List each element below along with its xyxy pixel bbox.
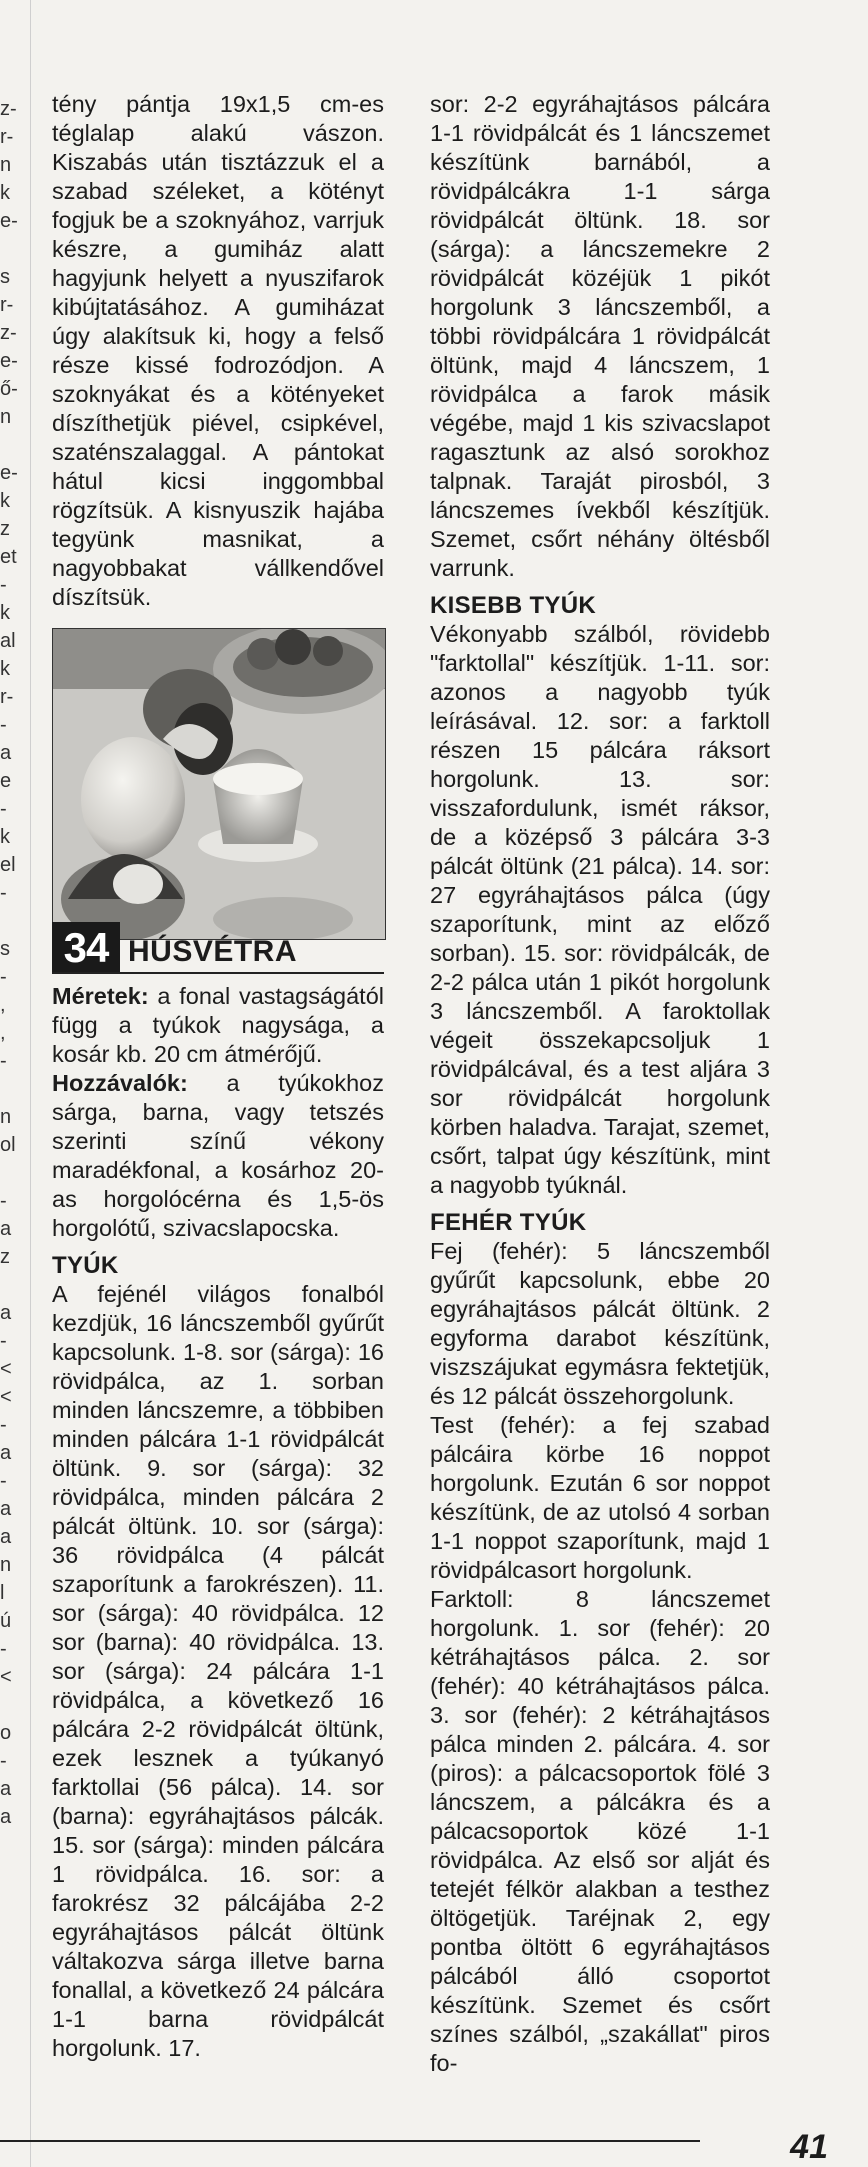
meretek-paragraph (52, 982, 384, 1069)
kisebb-tyuk-text: Vékonyabb szálból, rövidebb "farktollal" készítjük. 1-11. sor: azonos a nagyobb tyúk leírásával. 12. sor: a farktoll részen 15 pálcára ráksort horgolunk. 13. sor: visszafordulunk, ismét ráksor, de a középső 3 pálcára 3-3 pálcát öltünk (21 pálca). 14. sor: 27 egyráhajtásos pálca (úgy szaporítunk, mint az előző sorban). 15. sor: rövidpálcák, de 2-2 pálca után 1 pikót horgolunk 3 láncszemből. A faroktollak végeit összekapcsoljuk 1 rövidpálcával, és a test aljára 3 sor rövidpálcát horgolunk körben haladva. Tarajat, szemet, csőrt, talpat úgy készítünk, mint a nagyobb tyúknál. (430, 621, 770, 1198)
previous-page-margin-fragments: z- r- n k e- s r- z- e- ő- n e- k z et - k al k r- - a e - k el - s - , , - n ol - a z a - < < - a - a a n l ú - < o - a a (0, 98, 18, 1828)
right-column (430, 90, 770, 2078)
project-title: HÚSVÉTRA (128, 935, 298, 968)
test-text: Test (fehér): a fej szabad pálcáira körbe 16 noppot horgolunk. Ezután 6 sor noppot készítünk, de az utolsó 4 sorban 1-1 noppot szaporítunk, majd 1 rövidpálcasort horgolunk. (430, 1412, 770, 1583)
farktoll-text: Farktoll: 8 láncszemet horgolunk. 1. sor (fehér): 20 kétráhajtásos pálca. 2. sor (fehér): 40 kétráhajtásos pálca. 3. sor (fehér): 2 kétráhajtásos pálca minden 2. pálcára. 4. sor (piros): a pálcacsoportok fölé 3 láncszem, a pálcákra és a pálcacsoportok közé 1-1 rövidpálca. Az első sor alját és tetejét félkör alakban a testhez öltögetjük. Taréjnak 2, egy pontba öltött 6 egyráhajtásos pálcából álló csoportot készítünk. Szemet és csőrt színes szálból, „szakállat" piros fo- (430, 1586, 770, 2076)
tyuk-heading: TYÚK (52, 1252, 119, 1279)
photo-illustration (53, 629, 385, 939)
project-number-badge: 34 (52, 922, 120, 972)
left-column-intro (52, 90, 384, 612)
easter-hens-photo (52, 628, 386, 940)
page-gutter-line (30, 0, 31, 2167)
title-underline (52, 972, 384, 974)
continuation-paragraph: sor: 2-2 egyráhajtásos pálcára 1-1 rövidpálcát és 1 láncszemet készítünk barnából, a rövidpálcákra 1-1 sárga rövidpálcát öltünk. 18. sor (sárga): a láncszemekre 2 rövidpálcát közéjük 1 pikót horgolunk 3 láncszemből, a többi rövidpálcára 1 rövidpálcát öltünk, majd 4 láncszem, 1 rövidpálca a farok másik végébe, majd 1 kis szivacslapot ragasztunk az alsó sorokhoz talpnak. Taraját pirosból, 3 láncszemes ívekből készítjük. Szemet, csőrt néhány öltésből varrunk. (430, 91, 770, 581)
page-number: 41 (790, 2128, 828, 2166)
meretek-text: a fonal vastagságától függ a tyúkok nagysága, a kosár kb. 20 cm átmérőjű. (52, 983, 384, 1067)
fej-text: Fej (fehér): 5 láncszemből gyűrűt kapcsolunk, ebbe 20 egyráhajtásos pálcát öltünk. 2 egyforma darabot készítünk, viszszájukat egymásra fektetjük, és 12 pálcát összehorgolunk. (430, 1238, 770, 1409)
footer-rule (0, 2140, 700, 2142)
tyuk-text: A fejénél világos fonalból kezdjük, 16 láncszemből gyűrűt kapcsolunk. 1-8. sor (sárga): 16 rövidpálca, az 1. sorban minden láncszemre, a többiben minden pálcára 1-1 rövidpálcát öltünk. 9. sor (sárga): 32 rövidpálca, minden pálcára 2 pálcát öltünk. 10. sor (sárga): 36 rövidpálca (4 pálcát szaporítunk a farokrészen). 11. sor (sárga): 40 rövidpálca. 12 sor (barna): 40 rövidpálca. 13. sor (sárga): 24 pálcára 1-1 rövidpálca, a következő 16 pálcára 2-2 rövidpálcát öltünk, ezek lesznek a tyúkanyó farktollai (56 pálca). 14. sor (barna): egyráhajtásos pálcák. 15. sor (sárga): minden pálcára 1 rövidpálca. 16. sor: a farokrész 32 pálcájába 2-2 egyráhajtásos pálcát öltünk váltakozva sárga illetve barna fonallal, a következő 24 pálcára 1-1 barna rövidpálcát horgolunk. 17. (52, 1281, 384, 2061)
hozzavalok-text: a tyúkokhoz sárga, barna, vagy tetszés szerinti színű vékony maradékfonal, a kosárhoz 20-as horgolócérna és 1,5-ös horgolótű, szivacslapocska. (52, 1070, 384, 1241)
intro-paragraph: tény pántja 19x1,5 cm-es téglalap alakú vászon. Kiszabás után tisztázzuk el a szabad széleket, a kötényt fogjuk be a szoknyához, varrjuk készre, a gumiház alatt hagyjunk helyett a nyuszifarok kibújtatásához. A gumiházat úgy alakítsuk ki, hogy a felső része kissé fodrozódjon. A szoknyákat és a kötényeket díszíthetjük piével, csipkével, szaténszalaggal. A pántokat hátul kicsi inggombbal rögzítsük. A kisnyuszik hajába tegyünk masnikat, a nagyobbakat vállkendővel díszítsük. (52, 91, 384, 610)
kisebb-tyuk-heading: KISEBB TYÚK (430, 592, 596, 619)
meretek-label: Méretek: (52, 983, 149, 1009)
feher-tyuk-heading: FEHÉR TYÚK (430, 1209, 587, 1236)
left-column-instructions (52, 982, 384, 2063)
hozzavalok-paragraph (52, 1069, 384, 1243)
hozzavalok-label: Hozzávalók: (52, 1070, 188, 1096)
